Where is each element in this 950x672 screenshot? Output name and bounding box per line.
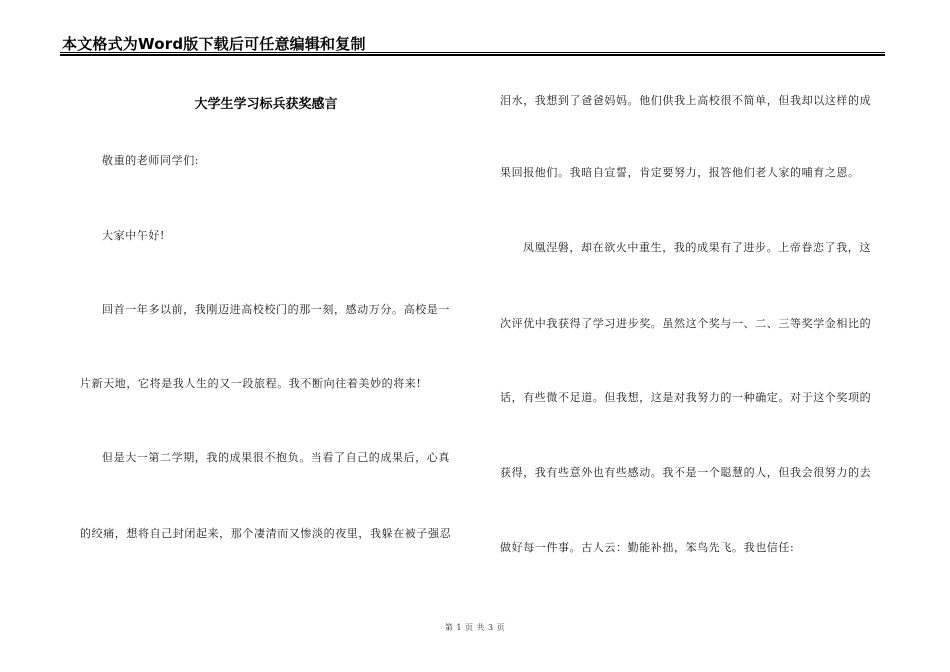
paragraph-line: 泪水，我想到了爸爸妈妈。他们供我上高校很不简单，但我却以这样的成: [500, 94, 872, 107]
paragraph-line: 凤凰涅磐，却在欲火中重生，我的成果有了进步。上帝眷恋了我，这: [523, 241, 871, 254]
paragraph-line: 话，有些微不足道。但我想，这是对我努力的一种确定。对于这个奖项的: [500, 391, 872, 404]
paragraph-line: 回首一年多以前，我刚迈进高校校门的那一刻，感动万分。高校是一: [102, 303, 450, 316]
paragraph-line: 敬重的老师同学们:: [102, 154, 200, 167]
header-rule-thick: [60, 54, 885, 56]
document-title: 大学生学习标兵获奖感言: [194, 97, 338, 112]
page-indicator: 第 1 页 共 3 页: [444, 623, 506, 632]
document-banner: 本文格式为Word版下载后可任意编辑和复制: [62, 35, 366, 53]
paragraph-line: 次评优中我获得了学习进步奖。虽然这个奖与一、二、三等奖学金相比的: [500, 317, 872, 330]
paragraph-line: 但是大一第二学期，我的成果很不抱负。当看了自己的成果后，心真: [102, 451, 450, 464]
paragraph-line: 大家中午好!: [102, 229, 166, 242]
paragraph-line: 获得，我有些意外也有些感动。我不是一个聪慧的人，但我会很努力的去: [500, 466, 872, 479]
paragraph-line: 做好每一件事。古人云：勤能补拙，笨鸟先飞。我也信任:: [500, 541, 795, 554]
paragraph-line: 的绞痛，想将自己封闭起来，那个凄清而又惨淡的夜里，我躲在被子强忍: [80, 527, 452, 540]
paragraph-line: 果回报他们。我暗自宣誓，肯定要努力，报答他们老人家的哺育之恩。: [500, 166, 860, 179]
header-rule: [60, 52, 885, 53]
paragraph-line: 片新天地，它将是我人生的又一段旅程。我不断向往着美妙的将来!: [80, 377, 422, 390]
